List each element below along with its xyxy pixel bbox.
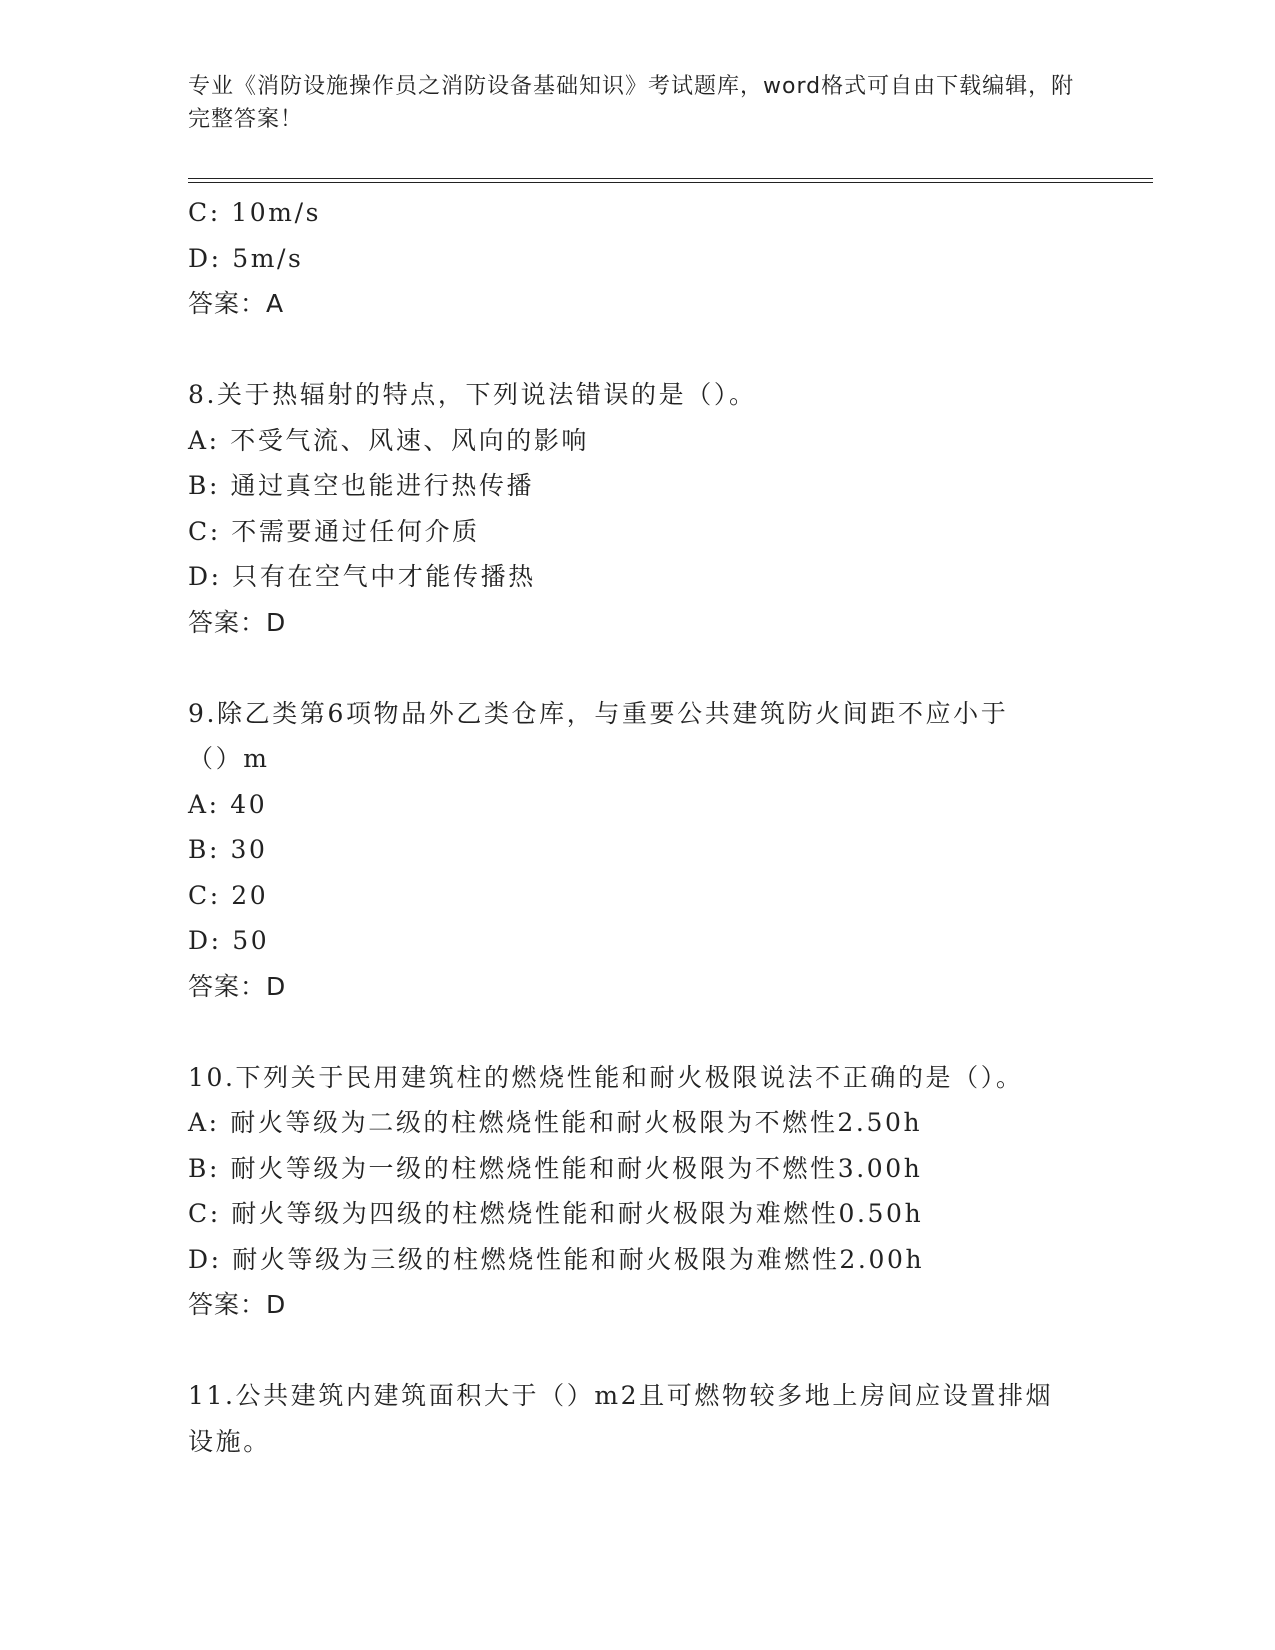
option-line: C: 10m/s (188, 198, 322, 227)
option-line: D: 50 (188, 926, 270, 955)
question-list (188, 190, 1148, 1464)
option-line: B: 30 (188, 835, 268, 864)
spacer (188, 327, 1148, 373)
question-block (188, 691, 1148, 1010)
answer-line: 答案：A (188, 289, 285, 318)
option-line: D: 只有在空气中才能传播热 (188, 562, 536, 591)
option-line: B: 通过真空也能进行热传播 (188, 471, 535, 500)
question-block (188, 1373, 1148, 1464)
question-line: 设施。 (188, 1426, 271, 1456)
option-line: C: 20 (188, 880, 269, 910)
question-line: 9.除乙类第6项物品外乙类仓库，与重要公共建筑防火间距不应小于 (188, 698, 1009, 728)
spacer (188, 1328, 1148, 1374)
header-rule-top (188, 178, 1153, 179)
question-block (188, 190, 1148, 327)
answer-line: 答案：D (188, 1290, 287, 1319)
spacer (188, 645, 1148, 691)
option-line: D: 5m/s (188, 243, 304, 273)
question-line: 8.关于热辐射的特点，下列说法错误的是（）。 (188, 380, 757, 409)
document-header: 专业《消防设施操作员之消防设备基础知识》考试题库，word格式可自由下载编辑，附完整答案！ (188, 74, 1075, 132)
spacer (188, 1009, 1148, 1055)
option-line: D: 耐火等级为三级的柱燃烧性能和耐火极限为难燃性2.00h (188, 1244, 925, 1274)
answer-line: 答案：D (188, 971, 287, 1001)
option-line: A: 40 (188, 789, 268, 819)
question-line: 11.公共建筑内建筑面积大于（）m2且可燃物较多地上房间应设置排烟 (188, 1381, 1054, 1410)
option-line: C: 耐火等级为四级的柱燃烧性能和耐火极限为难燃性0.50h (188, 1199, 924, 1228)
question-block (188, 372, 1148, 645)
option-line: B: 耐火等级为一级的柱燃烧性能和耐火极限为不燃性3.00h (188, 1153, 923, 1183)
question-block (188, 1055, 1148, 1328)
option-line: A: 耐火等级为二级的柱燃烧性能和耐火极限为不燃性2.50h (188, 1108, 923, 1137)
header-rule-bottom (188, 182, 1153, 183)
question-line: （）m (188, 744, 270, 773)
option-line: A: 不受气流、风速、风向的影响 (188, 425, 590, 455)
option-line: C: 不需要通过任何介质 (188, 516, 480, 546)
question-line: 10.下列关于民用建筑柱的燃烧性能和耐火极限说法不正确的是（）。 (188, 1062, 1024, 1092)
answer-line: 答案：D (188, 607, 287, 637)
